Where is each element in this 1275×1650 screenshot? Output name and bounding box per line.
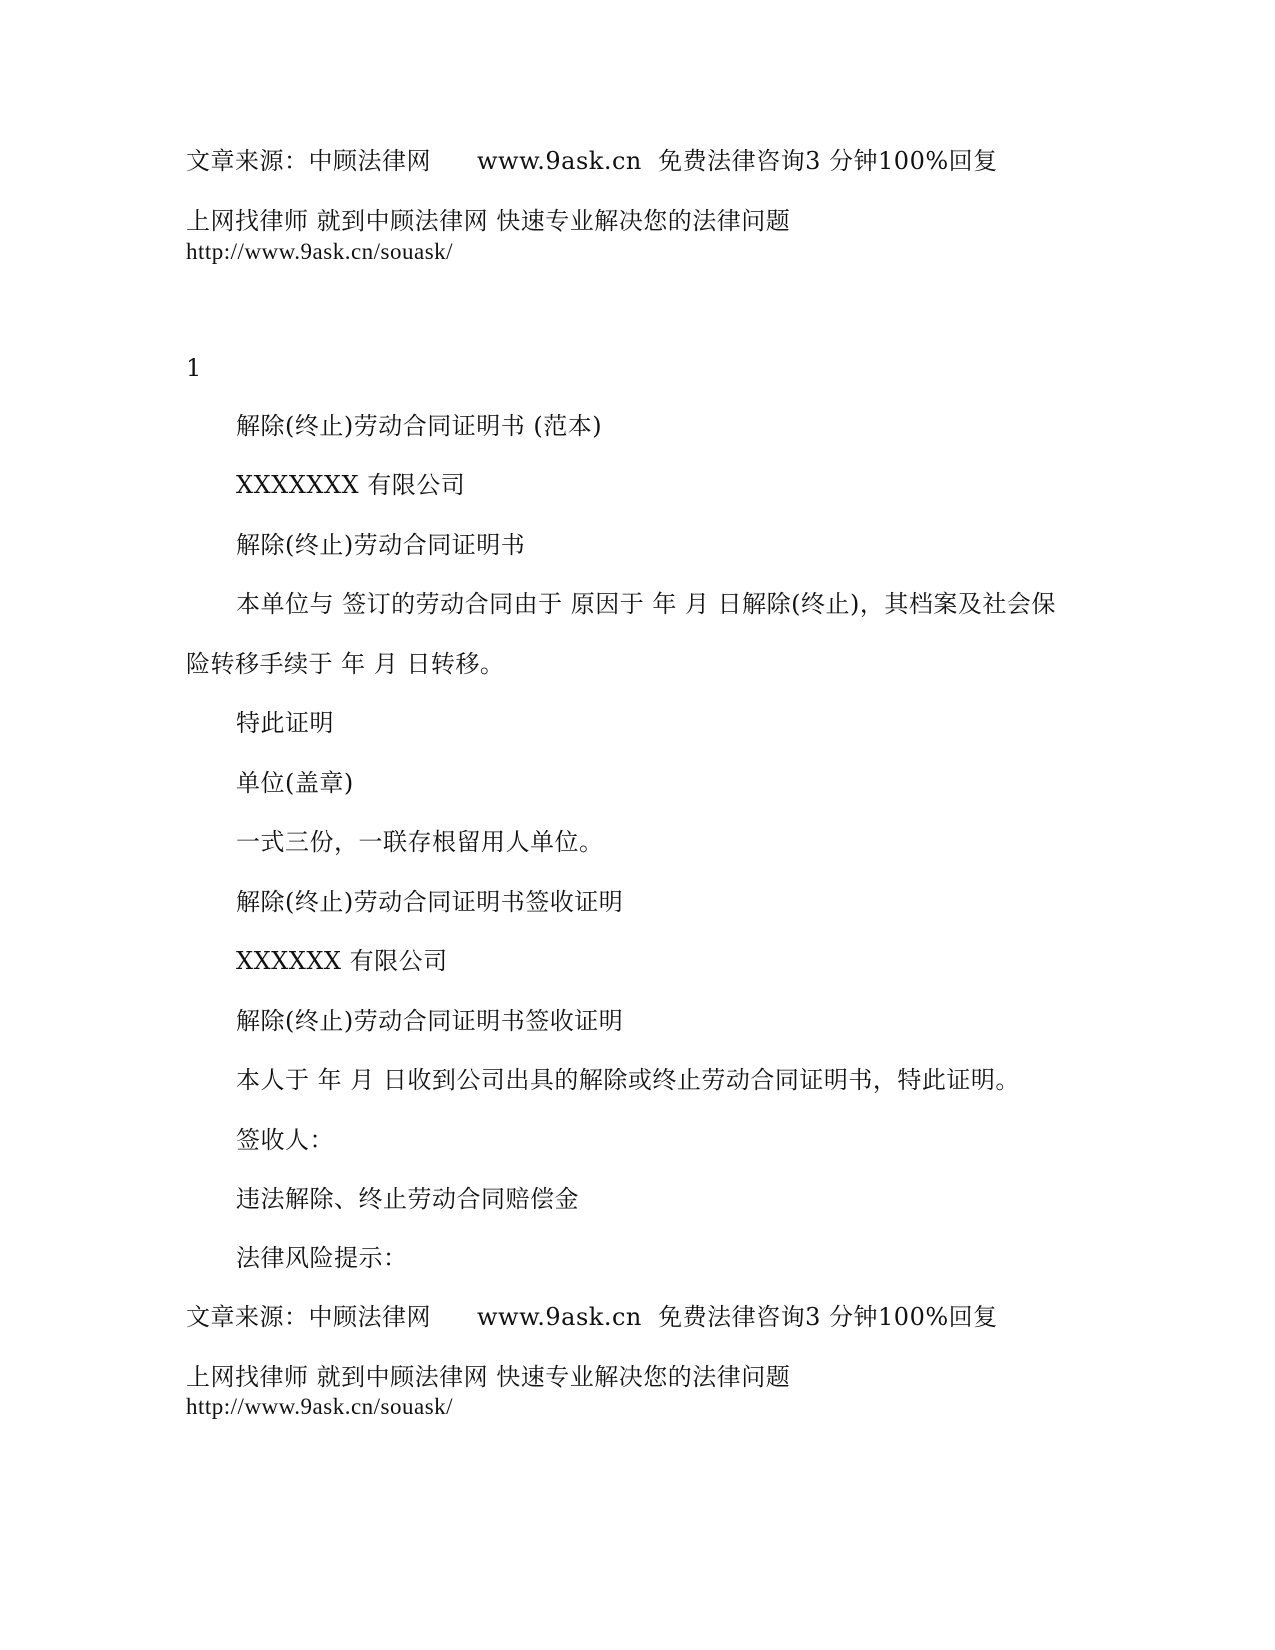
certificate-text-line-2: 险转移手续于 年 月 日转移。 bbox=[186, 650, 505, 678]
footer-source-label: 文章来源：中顾法律网 bbox=[186, 1303, 431, 1331]
signer-label: 签收人： bbox=[236, 1126, 334, 1154]
company-name-2: XXXXXX 有限公司 bbox=[236, 947, 448, 975]
document-title: 解除(终止)劳动合同证明书 (范本) bbox=[236, 412, 603, 440]
footer-site-link[interactable]: www.9ask.cn bbox=[477, 1303, 642, 1331]
receipt-text: 本人于 年 月 日收到公司出具的解除或终止劳动合同证明书，特此证明。 bbox=[236, 1066, 1020, 1094]
footer-promo: 免费法律咨询3 分钟100%回复 bbox=[658, 1303, 998, 1331]
company-name-1: XXXXXXX 有限公司 bbox=[236, 471, 466, 499]
receipt-title: 解除(终止)劳动合同证明书签收证明 bbox=[236, 888, 624, 916]
footer-url-link[interactable]: http://www.9ask.cn/souask/ bbox=[186, 1394, 454, 1419]
certificate-heading: 解除(终止)劳动合同证明书 bbox=[236, 531, 526, 559]
seal-text: 单位(盖章) bbox=[236, 769, 354, 797]
certify-text: 特此证明 bbox=[236, 709, 334, 737]
header-slogan: 上网找律师 就到中顾法律网 快速专业解决您的法律问题 bbox=[186, 207, 791, 235]
header-source-label: 文章来源：中顾法律网 bbox=[186, 147, 431, 175]
footer-source-line bbox=[186, 1302, 998, 1332]
page-number: 1 bbox=[186, 354, 202, 382]
header-url-link[interactable]: http://www.9ask.cn/souask/ bbox=[186, 239, 454, 264]
header-source-line bbox=[186, 146, 998, 176]
receipt-heading: 解除(终止)劳动合同证明书签收证明 bbox=[236, 1007, 624, 1035]
legal-risk-heading: 法律风险提示： bbox=[236, 1244, 408, 1272]
compensation-heading: 违法解除、终止劳动合同赔偿金 bbox=[236, 1185, 579, 1213]
certificate-text-line-1: 本单位与 签订的劳动合同由于 原因于 年 月 日解除(终止)，其档案及社会保 bbox=[236, 590, 1056, 618]
footer-slogan: 上网找律师 就到中顾法律网 快速专业解决您的法律问题 bbox=[186, 1363, 791, 1391]
header-site-link[interactable]: www.9ask.cn bbox=[477, 147, 642, 175]
copies-note: 一式三份，一联存根留用人单位。 bbox=[236, 828, 604, 856]
header-promo: 免费法律咨询3 分钟100%回复 bbox=[658, 147, 998, 175]
